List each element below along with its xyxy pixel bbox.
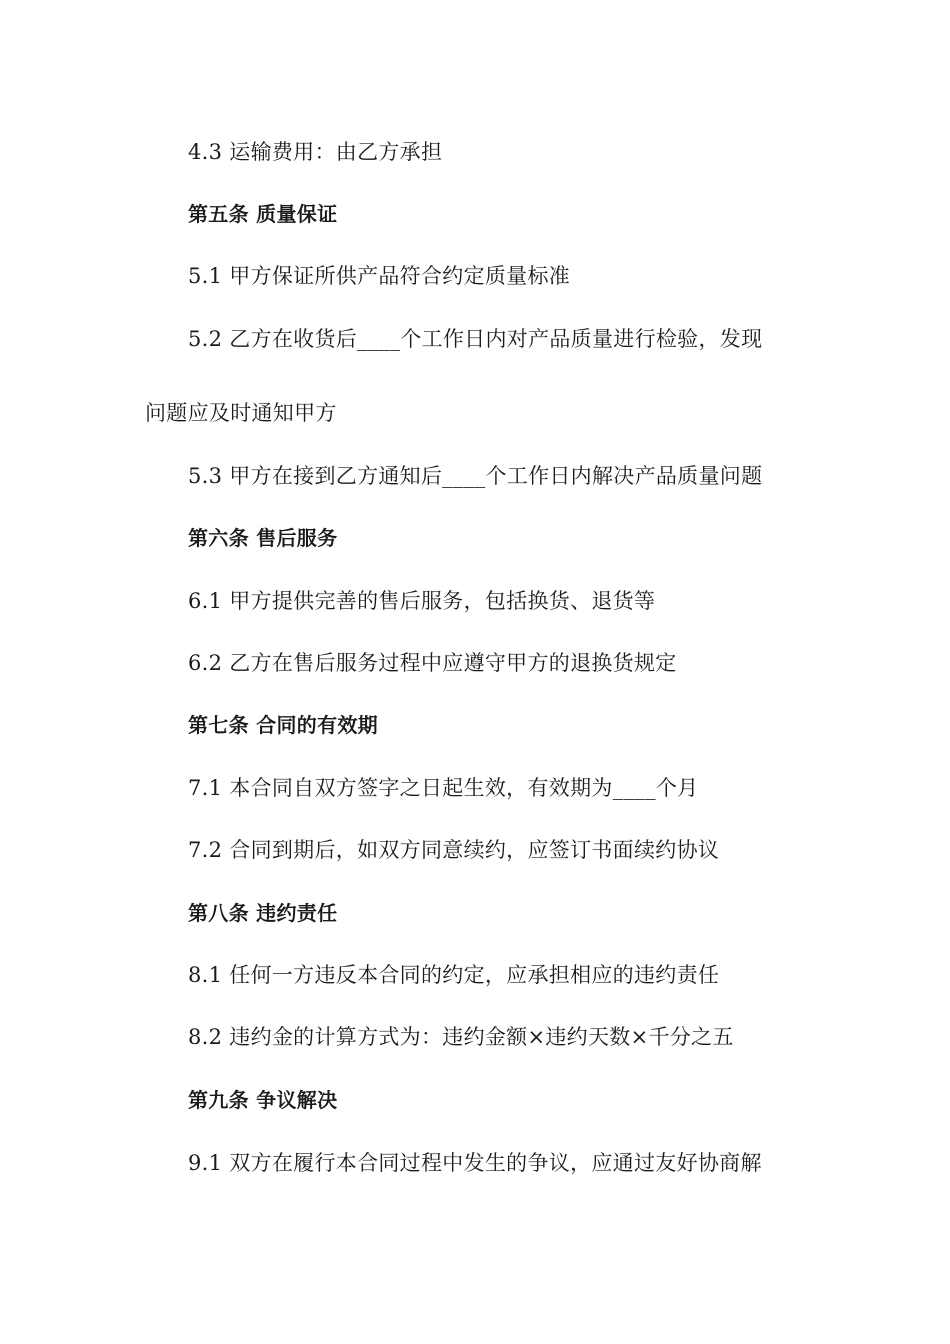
clause-5-3: 5.3 甲方在接到乙方通知后____个工作日内解决产品质量问题: [188, 464, 763, 488]
clause-5-1: 5.1 甲方保证所供产品符合约定质量标准: [188, 264, 571, 288]
article-6-heading: 第六条 售后服务: [188, 526, 338, 550]
clause-6-1: 6.1 甲方提供完善的售后服务，包括换货、退货等: [188, 589, 656, 613]
clause-7-2: 7.2 合同到期后，如双方同意续约，应签订书面续约协议: [188, 838, 720, 862]
article-9-heading: 第九条 争议解决: [188, 1088, 338, 1112]
clause-5-2: 5.2 乙方在收货后____个工作日内对产品质量进行检验，发现: [188, 327, 763, 351]
clause-8-2: 8.2 违约金的计算方式为：违约金额×违约天数×千分之五: [188, 1025, 734, 1049]
article-8-heading: 第八条 违约责任: [188, 901, 338, 925]
article-7-heading: 第七条 合同的有效期: [188, 713, 378, 737]
clause-9-1: 9.1 双方在履行本合同过程中发生的争议，应通过友好协商解: [188, 1151, 762, 1175]
clause-5-2-continued: 问题应及时通知甲方: [145, 401, 337, 425]
clause-6-2: 6.2 乙方在售后服务过程中应遵守甲方的退换货规定: [188, 651, 677, 675]
clause-4-3: 4.3 运输费用：由乙方承担: [188, 140, 443, 164]
clause-7-1: 7.1 本合同自双方签字之日起生效，有效期为____个月: [188, 776, 699, 800]
article-5-heading: 第五条 质量保证: [188, 202, 338, 226]
clause-8-1: 8.1 任何一方违反本合同的约定，应承担相应的违约责任: [188, 963, 720, 987]
